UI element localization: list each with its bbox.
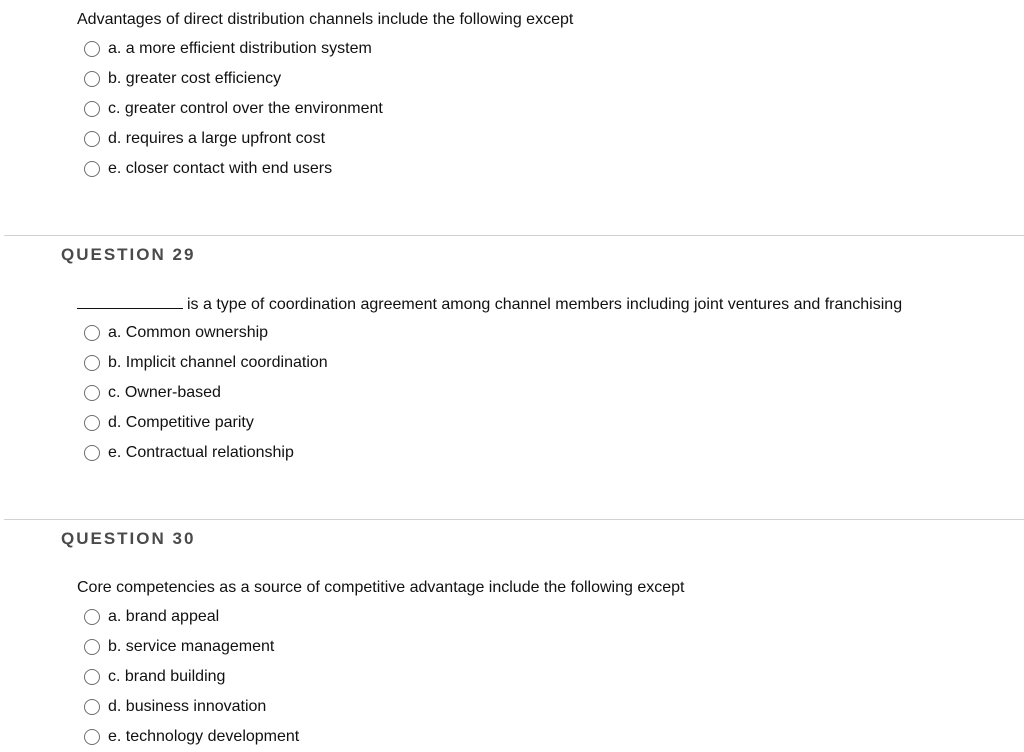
radio-button[interactable] [84, 639, 100, 655]
question-28-option-b[interactable] [84, 64, 383, 94]
option-label: c. brand building [108, 668, 226, 685]
radio-button[interactable] [84, 669, 100, 685]
question-29-options [84, 318, 328, 468]
question-29-prompt [77, 294, 902, 315]
option-label: a. Common ownership [108, 324, 269, 341]
option-label: b. greater cost efficiency [108, 70, 282, 87]
radio-button[interactable] [84, 101, 100, 117]
question-30-option-b[interactable] [84, 632, 299, 662]
question-29-option-e[interactable] [84, 438, 328, 468]
question-29-option-b[interactable] [84, 348, 328, 378]
question-30-option-c[interactable] [84, 662, 299, 692]
option-label: c. Owner-based [108, 384, 221, 401]
question-29-option-d[interactable] [84, 408, 328, 438]
section-divider [4, 519, 1024, 520]
option-label: d. requires a large upfront cost [108, 130, 326, 147]
question-29-heading: QUESTION 29 [61, 245, 196, 264]
option-label: c. greater control over the environment [108, 100, 383, 117]
question-28-prompt: Advantages of direct distribution channels include the following except [77, 11, 574, 28]
radio-button[interactable] [84, 415, 100, 431]
fill-in-blank [77, 294, 183, 309]
option-label: b. service management [108, 638, 275, 655]
question-30-options [84, 602, 299, 752]
question-30-option-d[interactable] [84, 692, 299, 722]
option-label: a. a more efficient distribution system [108, 40, 372, 57]
question-29-option-a[interactable] [84, 318, 328, 348]
option-label: d. Competitive parity [108, 414, 254, 431]
option-label: e. closer contact with end users [108, 160, 333, 177]
radio-button[interactable] [84, 445, 100, 461]
radio-button[interactable] [84, 131, 100, 147]
question-30-option-e[interactable] [84, 722, 299, 752]
radio-button[interactable] [84, 699, 100, 715]
question-29-prompt-text: is a type of coordination agreement among channel members including joint ventures and franchising [187, 296, 903, 313]
option-label: e. technology development [108, 728, 300, 745]
question-30-heading: QUESTION 30 [61, 529, 196, 548]
radio-button[interactable] [84, 161, 100, 177]
option-label: b. Implicit channel coordination [108, 354, 328, 371]
radio-button[interactable] [84, 71, 100, 87]
radio-button[interactable] [84, 729, 100, 745]
option-label: d. business innovation [108, 698, 267, 715]
question-30-prompt: Core competencies as a source of competitive advantage include the following except [77, 579, 685, 596]
radio-button[interactable] [84, 325, 100, 341]
radio-button[interactable] [84, 355, 100, 371]
option-label: e. Contractual relationship [108, 444, 294, 461]
question-28-option-e[interactable] [84, 154, 383, 184]
option-label: a. brand appeal [108, 608, 220, 625]
question-28-options [84, 34, 383, 184]
question-28-option-d[interactable] [84, 124, 383, 154]
question-29-option-c[interactable] [84, 378, 328, 408]
question-30-option-a[interactable] [84, 602, 299, 632]
section-divider [4, 235, 1024, 236]
radio-button[interactable] [84, 609, 100, 625]
question-28-option-c[interactable] [84, 94, 383, 124]
question-28-option-a[interactable] [84, 34, 383, 64]
radio-button[interactable] [84, 385, 100, 401]
radio-button[interactable] [84, 41, 100, 57]
